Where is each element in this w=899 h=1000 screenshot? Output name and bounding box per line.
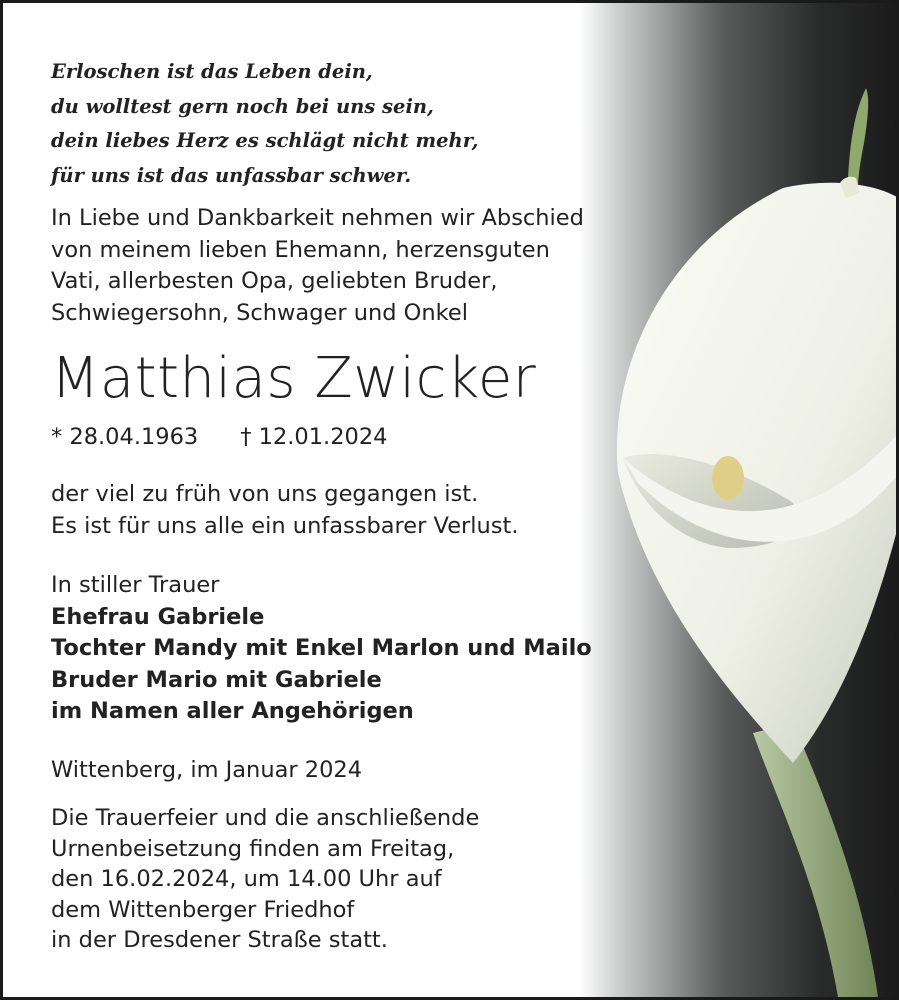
loss-line: der viel zu früh von uns gegangen ist.: [51, 481, 479, 507]
poem: [51, 55, 478, 193]
poem-line: Erloschen ist das Leben dein,: [51, 60, 373, 83]
farewell-line: In Liebe und Dankbarkeit nehmen wir Abschied: [51, 205, 584, 231]
poem-line: du wolltest gern noch bei uns sein,: [51, 94, 434, 118]
farewell-line: von meinem lieben Ehemann, herzensguten: [51, 236, 550, 263]
life-dates: [51, 421, 387, 453]
mourners-heading: In stiller Trauer: [51, 572, 220, 598]
loss-line: Es ist für uns alle ein unfassbarer Verlust.: [51, 512, 519, 539]
mourner-name: Tochter Mandy mit Enkel Marlon und Mailo: [51, 635, 592, 661]
funeral-line: den 16.02.2024, um 14.00 Uhr auf: [51, 866, 442, 892]
loss-text: [51, 479, 519, 542]
place-and-date: Wittenberg, im Januar 2024: [51, 757, 363, 783]
death-date: † 12.01.2024: [240, 424, 388, 450]
birth-date: * 28.04.1963: [51, 424, 199, 450]
funeral-info: [51, 803, 479, 956]
funeral-line: Die Trauerfeier und die anschließende: [51, 805, 480, 831]
mourners-block: [51, 570, 592, 728]
poem-line: für uns ist das unfassbar schwer.: [51, 163, 412, 187]
mourner-name: Ehefrau Gabriele: [51, 603, 265, 630]
poem-line: dein liebes Herz es schlägt nicht mehr,: [51, 129, 479, 152]
calla-lily-image: [578, 3, 899, 997]
mourner-name: im Namen aller Angehörigen: [51, 698, 414, 724]
funeral-line: Urnenbeisetzung finden am Freitag,: [51, 835, 455, 862]
deceased-name: Matthias Zwicker: [51, 346, 537, 411]
funeral-line: dem Wittenberger Friedhof: [51, 896, 355, 923]
farewell-text: [51, 203, 584, 329]
funeral-line: in der Dresdener Straße statt.: [51, 927, 388, 953]
mourner-name: Bruder Mario mit Gabriele: [51, 666, 382, 693]
calla-lily-icon: [578, 3, 899, 997]
farewell-line: Vati, allerbesten Opa, geliebten Bruder,: [51, 268, 498, 294]
farewell-line: Schwiegersohn, Schwager und Onkel: [51, 299, 468, 326]
